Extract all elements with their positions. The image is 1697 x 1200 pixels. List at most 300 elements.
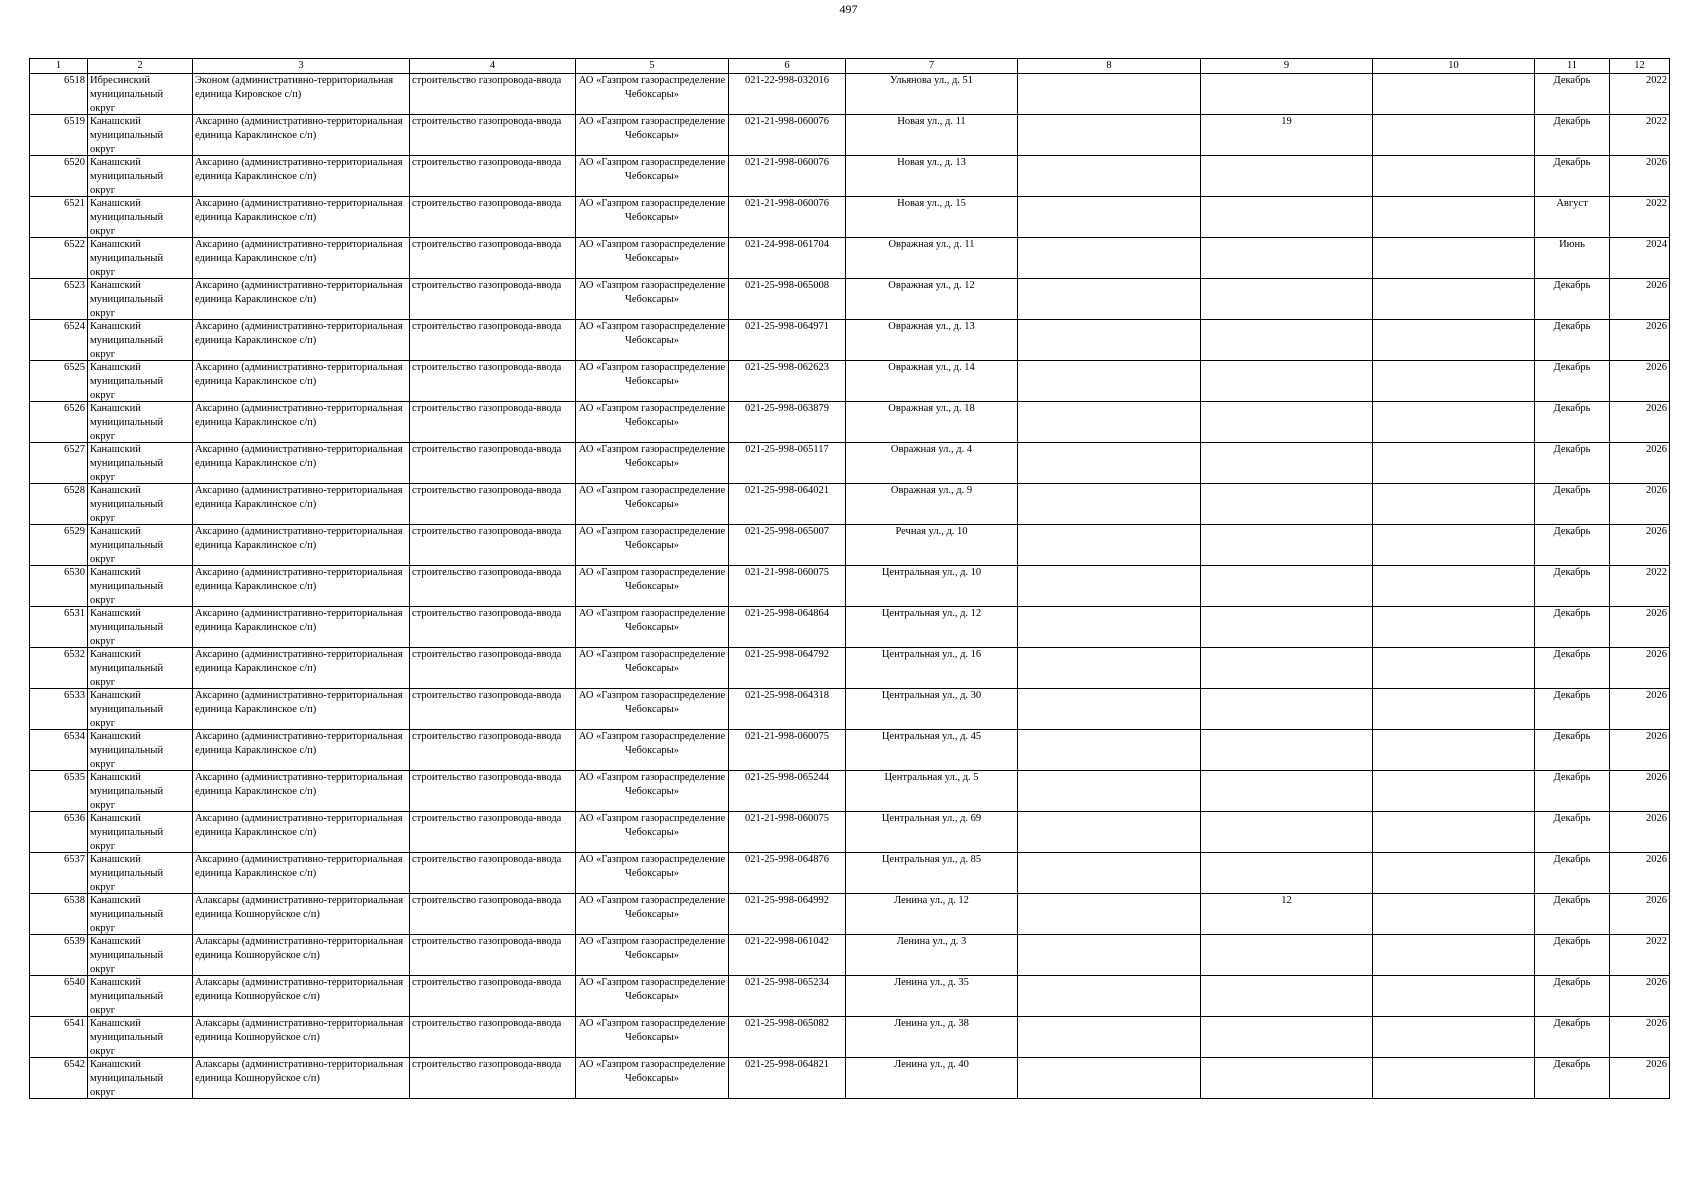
row-number <box>30 689 88 730</box>
column-10-cell-text <box>1375 812 1532 852</box>
work-type <box>410 976 576 1017</box>
work-type-text: строительство газопровода-ввода <box>412 649 562 660</box>
year-text: 2026 <box>1646 444 1667 455</box>
column-8-cell <box>1018 443 1201 484</box>
year-text: 2026 <box>1646 895 1667 906</box>
month-text: Июнь <box>1559 239 1585 250</box>
column-9-cell <box>1201 74 1373 115</box>
municipal-district-text: Канашский муниципальный округ <box>90 239 164 278</box>
work-type-text: строительство газопровода-ввода <box>412 321 562 332</box>
row-number <box>30 894 88 935</box>
work-type-text: строительство газопровода-ввода <box>412 239 562 250</box>
municipal-district-text: Канашский муниципальный округ <box>90 403 164 442</box>
table-row <box>30 525 1670 566</box>
organization <box>576 976 729 1017</box>
month-text: Декабрь <box>1553 280 1591 291</box>
settlement <box>193 279 410 320</box>
column-8-cell <box>1018 197 1201 238</box>
table-row <box>30 853 1670 894</box>
row-number-text: 6523 <box>64 280 85 291</box>
work-type-text: строительство газопровода-ввода <box>412 403 562 414</box>
column-8-cell <box>1018 607 1201 648</box>
address <box>846 484 1018 525</box>
column-9-cell-text <box>1203 361 1370 401</box>
year <box>1610 525 1670 566</box>
organization <box>576 402 729 443</box>
settlement <box>193 197 410 238</box>
row-number <box>30 484 88 525</box>
object-code <box>729 935 846 976</box>
year-text: 2022 <box>1646 936 1667 947</box>
organization-text: АО «Газпром газораспределение Чебоксары» <box>578 116 726 141</box>
column-8-cell-text <box>1020 197 1198 237</box>
settlement-text: Аксарино (административно-территориальная единица Караклинское с/п) <box>195 813 403 838</box>
object-code-text: 021-25-998-064971 <box>745 321 829 332</box>
address-text: Ленина ул., д. 38 <box>894 1018 969 1029</box>
address-text: Овражная ул., д. 18 <box>888 403 975 414</box>
table-row <box>30 730 1670 771</box>
organization <box>576 115 729 156</box>
row-number-text: 6536 <box>64 813 85 824</box>
object-code-text: 021-25-998-064318 <box>745 690 829 701</box>
settlement <box>193 484 410 525</box>
organization <box>576 279 729 320</box>
organization-text: АО «Газпром газораспределение Чебоксары» <box>578 854 726 879</box>
month <box>1535 894 1610 935</box>
column-8-cell-text <box>1020 607 1198 647</box>
settlement-text: Аксарино (административно-территориальная единица Караклинское с/п) <box>195 690 403 715</box>
column-9-cell <box>1201 525 1373 566</box>
column-10-cell <box>1373 74 1535 115</box>
month <box>1535 443 1610 484</box>
column-8-cell <box>1018 402 1201 443</box>
table-row <box>30 1058 1670 1099</box>
municipal-district-text: Канашский муниципальный округ <box>90 157 164 196</box>
object-code-text: 021-25-998-064876 <box>745 854 829 865</box>
address <box>846 525 1018 566</box>
column-9-cell-text <box>1203 1058 1370 1098</box>
settlement <box>193 853 410 894</box>
year <box>1610 320 1670 361</box>
object-code <box>729 894 846 935</box>
organization <box>576 812 729 853</box>
month <box>1535 197 1610 238</box>
municipal-district-text: Канашский муниципальный округ <box>90 895 164 934</box>
row-number <box>30 361 88 402</box>
year <box>1610 771 1670 812</box>
column-9-cell-text: 12 <box>1281 895 1292 906</box>
object-code-text: 021-22-998-061042 <box>745 936 829 947</box>
column-10-cell <box>1373 976 1535 1017</box>
settlement <box>193 771 410 812</box>
work-type <box>410 730 576 771</box>
row-number <box>30 607 88 648</box>
column-10-cell <box>1373 484 1535 525</box>
settlement <box>193 1058 410 1099</box>
year <box>1610 566 1670 607</box>
column-10-cell-text <box>1375 771 1532 811</box>
table-row <box>30 689 1670 730</box>
month <box>1535 238 1610 279</box>
column-8-cell-text <box>1020 730 1198 770</box>
work-type <box>410 156 576 197</box>
month <box>1535 771 1610 812</box>
column-9-cell <box>1201 935 1373 976</box>
column-8-cell-text <box>1020 771 1198 811</box>
organization <box>576 689 729 730</box>
column-10-cell-text <box>1375 648 1532 688</box>
column-8-cell-text <box>1020 566 1198 606</box>
work-type <box>410 320 576 361</box>
settlement-text: Алаксары (административно-территориальная единица Кошноруйское с/п) <box>195 1059 404 1084</box>
municipal-district-text: Канашский муниципальный округ <box>90 649 164 688</box>
object-code-text: 021-25-998-064792 <box>745 649 829 660</box>
column-9-cell-text <box>1203 279 1370 319</box>
column-8-cell-text <box>1020 689 1198 729</box>
month-text: Декабрь <box>1553 567 1591 578</box>
object-code <box>729 566 846 607</box>
object-code <box>729 525 846 566</box>
column-10-cell <box>1373 115 1535 156</box>
row-number <box>30 156 88 197</box>
settlement <box>193 976 410 1017</box>
column-9-cell <box>1201 894 1373 935</box>
object-code-text: 021-25-998-065082 <box>745 1018 829 1029</box>
address-text: Овражная ул., д. 9 <box>890 485 973 496</box>
year-text: 2024 <box>1646 239 1667 250</box>
column-10-cell-text <box>1375 279 1532 319</box>
month-text: Декабрь <box>1553 854 1591 865</box>
address <box>846 853 1018 894</box>
month-text: Декабрь <box>1553 1059 1591 1070</box>
address-text: Ленина ул., д. 40 <box>894 1059 969 1070</box>
municipal-district <box>88 197 193 238</box>
column-8-cell <box>1018 156 1201 197</box>
column-10-cell <box>1373 525 1535 566</box>
work-type-text: строительство газопровода-ввода <box>412 854 562 865</box>
column-9-cell-text <box>1203 197 1370 237</box>
table-row <box>30 74 1670 115</box>
table-row <box>30 156 1670 197</box>
column-10-cell <box>1373 279 1535 320</box>
table-row <box>30 648 1670 689</box>
object-code-text: 021-21-998-060075 <box>745 567 829 578</box>
year <box>1610 443 1670 484</box>
column-8-cell <box>1018 320 1201 361</box>
work-type-text: строительство газопровода-ввода <box>412 772 562 783</box>
municipal-district <box>88 730 193 771</box>
municipal-district <box>88 853 193 894</box>
municipal-district <box>88 1058 193 1099</box>
address <box>846 1058 1018 1099</box>
object-code-text: 021-25-998-064021 <box>745 485 829 496</box>
work-type-text: строительство газопровода-ввода <box>412 813 562 824</box>
column-9-cell-text <box>1203 402 1370 442</box>
year-text: 2022 <box>1646 198 1667 209</box>
month <box>1535 976 1610 1017</box>
column-9-cell <box>1201 689 1373 730</box>
table-row <box>30 1017 1670 1058</box>
object-code <box>729 648 846 689</box>
month <box>1535 853 1610 894</box>
year <box>1610 976 1670 1017</box>
column-9-cell <box>1201 607 1373 648</box>
row-number <box>30 279 88 320</box>
row-number-text: 6539 <box>64 936 85 947</box>
month-text: Декабрь <box>1553 444 1591 455</box>
municipal-district <box>88 976 193 1017</box>
municipal-district-text: Ибресинский муниципальный округ <box>90 75 164 114</box>
month-text: Декабрь <box>1553 1018 1591 1029</box>
organization-text: АО «Газпром газораспределение Чебоксары» <box>578 567 726 592</box>
object-code-text: 021-21-998-060075 <box>745 813 829 824</box>
year <box>1610 648 1670 689</box>
month-text: Декабрь <box>1553 977 1591 988</box>
organization-text: АО «Газпром газораспределение Чебоксары» <box>578 977 726 1002</box>
column-header: 8 <box>1018 59 1201 74</box>
month <box>1535 730 1610 771</box>
object-code <box>729 1017 846 1058</box>
column-10-cell-text <box>1375 1017 1532 1057</box>
work-type-text: строительство газопровода-ввода <box>412 362 562 373</box>
column-9-cell <box>1201 812 1373 853</box>
object-code <box>729 853 846 894</box>
address <box>846 238 1018 279</box>
object-code-text: 021-25-998-064821 <box>745 1059 829 1070</box>
column-10-cell-text <box>1375 156 1532 196</box>
month-text: Декабрь <box>1553 608 1591 619</box>
row-number-text: 6542 <box>64 1059 85 1070</box>
year-text: 2026 <box>1646 772 1667 783</box>
column-10-cell-text <box>1375 361 1532 401</box>
work-type-text: строительство газопровода-ввода <box>412 485 562 496</box>
address-text: Центральная ул., д. 12 <box>881 608 982 619</box>
organization-text: АО «Газпром газораспределение Чебоксары» <box>578 362 726 387</box>
row-number-text: 6533 <box>64 690 85 701</box>
column-8-cell <box>1018 730 1201 771</box>
table-row <box>30 238 1670 279</box>
work-type-text: строительство газопровода-ввода <box>412 444 562 455</box>
organization-text: АО «Газпром газораспределение Чебоксары» <box>578 772 726 797</box>
work-type-text: строительство газопровода-ввода <box>412 977 562 988</box>
year-text: 2022 <box>1646 116 1667 127</box>
settlement-text: Аксарино (административно-территориальная единица Караклинское с/п) <box>195 239 403 264</box>
column-10-cell-text <box>1375 197 1532 237</box>
municipal-district-text: Канашский муниципальный округ <box>90 1059 164 1098</box>
year-text: 2026 <box>1646 403 1667 414</box>
column-10-cell-text <box>1375 730 1532 770</box>
column-9-cell-text <box>1203 156 1370 196</box>
municipal-district <box>88 566 193 607</box>
column-9-cell-text <box>1203 525 1370 565</box>
object-code <box>729 115 846 156</box>
year <box>1610 894 1670 935</box>
column-8-cell <box>1018 484 1201 525</box>
column-9-cell-text <box>1203 607 1370 647</box>
object-code <box>729 484 846 525</box>
address-text: Речная ул., д. 10 <box>895 526 968 537</box>
municipal-district <box>88 74 193 115</box>
organization <box>576 566 729 607</box>
object-code-text: 021-21-998-060076 <box>745 198 829 209</box>
organization-text: АО «Газпром газораспределение Чебоксары» <box>578 157 726 182</box>
organization-text: АО «Газпром газораспределение Чебоксары» <box>578 485 726 510</box>
work-type <box>410 279 576 320</box>
work-type-text: строительство газопровода-ввода <box>412 1059 562 1070</box>
column-9-cell-text <box>1203 648 1370 688</box>
column-8-cell <box>1018 74 1201 115</box>
table-row <box>30 976 1670 1017</box>
municipal-district <box>88 1017 193 1058</box>
column-9-cell <box>1201 730 1373 771</box>
column-10-cell-text <box>1375 689 1532 729</box>
work-type <box>410 935 576 976</box>
settlement-text: Аксарино (административно-территориальная единица Караклинское с/п) <box>195 280 403 305</box>
year <box>1610 402 1670 443</box>
column-header: 1 <box>30 59 88 74</box>
work-type <box>410 648 576 689</box>
work-type <box>410 566 576 607</box>
organization-text: АО «Газпром газораспределение Чебоксары» <box>578 690 726 715</box>
column-8-cell-text <box>1020 402 1198 442</box>
column-9-cell-text <box>1203 976 1370 1016</box>
address <box>846 730 1018 771</box>
year-text: 2022 <box>1646 567 1667 578</box>
column-8-cell <box>1018 771 1201 812</box>
address-text: Овражная ул., д. 4 <box>890 444 973 455</box>
settlement <box>193 115 410 156</box>
work-type-text: строительство газопровода-ввода <box>412 936 562 947</box>
work-type <box>410 361 576 402</box>
year-text: 2026 <box>1646 690 1667 701</box>
work-type-text: строительство газопровода-ввода <box>412 198 562 209</box>
settlement <box>193 238 410 279</box>
column-10-cell <box>1373 853 1535 894</box>
column-10-cell-text <box>1375 935 1532 975</box>
address <box>846 115 1018 156</box>
work-type <box>410 402 576 443</box>
organization <box>576 320 729 361</box>
column-8-cell <box>1018 812 1201 853</box>
month <box>1535 935 1610 976</box>
column-10-cell <box>1373 935 1535 976</box>
address-text: Центральная ул., д. 5 <box>884 772 979 783</box>
column-9-cell <box>1201 156 1373 197</box>
column-8-cell-text <box>1020 443 1198 483</box>
column-9-cell-text <box>1203 443 1370 483</box>
column-10-cell-text <box>1375 607 1532 647</box>
year-text: 2026 <box>1646 1018 1667 1029</box>
settlement <box>193 320 410 361</box>
column-header: 5 <box>576 59 729 74</box>
object-code-text: 021-25-998-065007 <box>745 526 829 537</box>
object-code-text: 021-21-998-060076 <box>745 157 829 168</box>
row-number <box>30 771 88 812</box>
column-9-cell-text <box>1203 853 1370 893</box>
work-type-text: строительство газопровода-ввода <box>412 690 562 701</box>
row-number-text: 6538 <box>64 895 85 906</box>
address-text: Ульянова ул., д. 51 <box>889 75 974 86</box>
settlement <box>193 156 410 197</box>
settlement <box>193 607 410 648</box>
municipal-district-text: Канашский муниципальный округ <box>90 280 164 319</box>
work-type <box>410 853 576 894</box>
work-type-text: строительство газопровода-ввода <box>412 567 562 578</box>
object-code-text: 021-24-998-061704 <box>745 239 829 250</box>
address <box>846 648 1018 689</box>
column-9-cell <box>1201 771 1373 812</box>
municipal-district <box>88 238 193 279</box>
column-header: 2 <box>88 59 193 74</box>
address-text: Центральная ул., д. 16 <box>881 649 982 660</box>
table-row <box>30 402 1670 443</box>
address-text: Центральная ул., д. 45 <box>881 731 982 742</box>
municipal-district <box>88 115 193 156</box>
column-header: 7 <box>846 59 1018 74</box>
municipal-district-text: Канашский муниципальный округ <box>90 526 164 565</box>
work-type <box>410 607 576 648</box>
settlement-text: Алаксары (административно-территориальная единица Кошноруйское с/п) <box>195 936 404 961</box>
month-text: Декабрь <box>1553 116 1591 127</box>
municipal-district-text: Канашский муниципальный округ <box>90 854 164 893</box>
month-text: Декабрь <box>1553 649 1591 660</box>
address-text: Ленина ул., д. 35 <box>894 977 969 988</box>
year-text: 2026 <box>1646 731 1667 742</box>
month <box>1535 812 1610 853</box>
work-type-text: строительство газопровода-ввода <box>412 731 562 742</box>
table-row <box>30 484 1670 525</box>
year <box>1610 74 1670 115</box>
year-text: 2026 <box>1646 1059 1667 1070</box>
address <box>846 689 1018 730</box>
month <box>1535 156 1610 197</box>
column-8-cell <box>1018 976 1201 1017</box>
year-text: 2026 <box>1646 649 1667 660</box>
object-code-text: 021-25-998-063879 <box>745 403 829 414</box>
address <box>846 74 1018 115</box>
column-8-cell <box>1018 279 1201 320</box>
column-9-cell <box>1201 320 1373 361</box>
municipal-district-text: Канашский муниципальный округ <box>90 1018 164 1057</box>
municipal-district-text: Канашский муниципальный округ <box>90 936 164 975</box>
object-code <box>729 74 846 115</box>
settlement <box>193 74 410 115</box>
column-10-cell <box>1373 361 1535 402</box>
row-number-text: 6531 <box>64 608 85 619</box>
column-8-cell-text <box>1020 279 1198 319</box>
table-row <box>30 279 1670 320</box>
column-9-cell-text <box>1203 771 1370 811</box>
column-9-cell <box>1201 443 1373 484</box>
column-9-cell <box>1201 976 1373 1017</box>
month-text: Декабрь <box>1553 895 1591 906</box>
settlement-text: Аксарино (административно-территориальная единица Караклинское с/п) <box>195 608 403 633</box>
address <box>846 279 1018 320</box>
settlement-text: Эконом (административно-территориальная единица Кировское с/п) <box>195 75 394 100</box>
municipal-district-text: Канашский муниципальный округ <box>90 608 164 647</box>
row-number <box>30 402 88 443</box>
organization <box>576 1017 729 1058</box>
municipal-district <box>88 812 193 853</box>
municipal-district-text: Канашский муниципальный округ <box>90 362 164 401</box>
month-text: Декабрь <box>1553 403 1591 414</box>
year-text: 2026 <box>1646 526 1667 537</box>
settlement-text: Аксарино (административно-территориальная единица Караклинское с/п) <box>195 403 403 428</box>
municipal-district-text: Канашский муниципальный округ <box>90 690 164 729</box>
row-number-text: 6526 <box>64 403 85 414</box>
organization <box>576 607 729 648</box>
municipal-district <box>88 894 193 935</box>
